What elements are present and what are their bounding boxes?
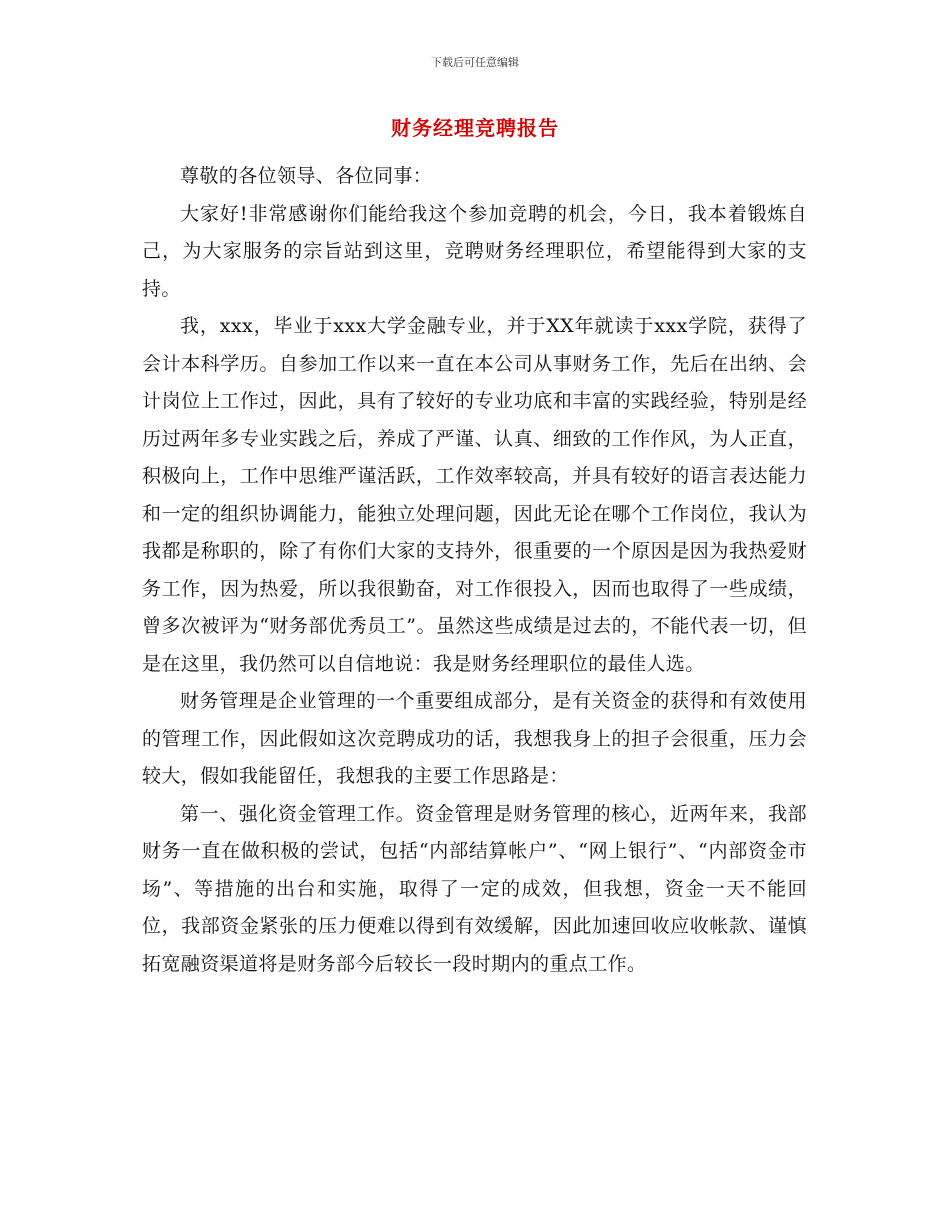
financial-management-paragraph: 财务管理是企业管理的一个重要组成部分，是有关资金的获得和有效使用的管理工作，因此假如这次竞聘成功的话，我想我身上的担子会很重，压力会较大，假如我能留任，我想我的主要工作思路是： — [142, 690, 807, 787]
document-body — [142, 158, 807, 983]
salutation-paragraph: 尊敬的各位领导、各位同事： — [180, 165, 433, 187]
header-note: 下载后可任意编辑 — [431, 56, 519, 69]
document-title: 财务经理竞聘报告 — [391, 116, 559, 140]
background-paragraph: 我，xxx，毕业于xxx大学金融专业，并于XX年就读于xxx学院，获得了会计本科学历。自参加工作以来一直在本公司从事财务工作，先后在出纳、会计岗位上工作过，因此，具有了较好的专业功底和丰富的实践经验，特别是经历过两年多专业实践之后，养成了严谨、认真、细致的工作作风，为人正直，积极向上，工作中思维严谨活跃，工作效率较高，并具有较好的语言表达能力和一定的组织协调能力，能独立处理问题，因此无论在哪个工作岗位，我认为我都是称职的，除了有你们大家的支持外，很重要的一个原因是因为我热爱财务工作，因为热爱，所以我很勤奋，对工作很投入，因而也取得了一些成绩，曾多次被评为“财务部优秀员工”。虽然这些成绩是过去的，不能代表一切，但是在这里，我仍然可以自信地说：我是财务经理职位的最佳人选。 — [142, 315, 807, 675]
greeting-paragraph: 大家好!非常感谢你们能给我这个参加竞聘的机会，今日，我本着锻炼自己，为大家服务的宗旨站到这里，竞聘财务经理职位，希望能得到大家的支持。 — [142, 202, 807, 300]
capital-management-paragraph: 第一、强化资金管理工作。资金管理是财务管理的核心，近两年来，我部财务一直在做积极的尝试，包括“内部结算帐户”、“网上银行”、“内部资金市场”、等措施的出台和实施，取得了一定的成效，但我想，资金一天不能回位，我部资金紧张的压力便难以得到有效缓解，因此加速回收应收帐款、谨慎拓宽融资渠道将是财务部今后较长一段时期内的重点工作。 — [142, 802, 807, 975]
